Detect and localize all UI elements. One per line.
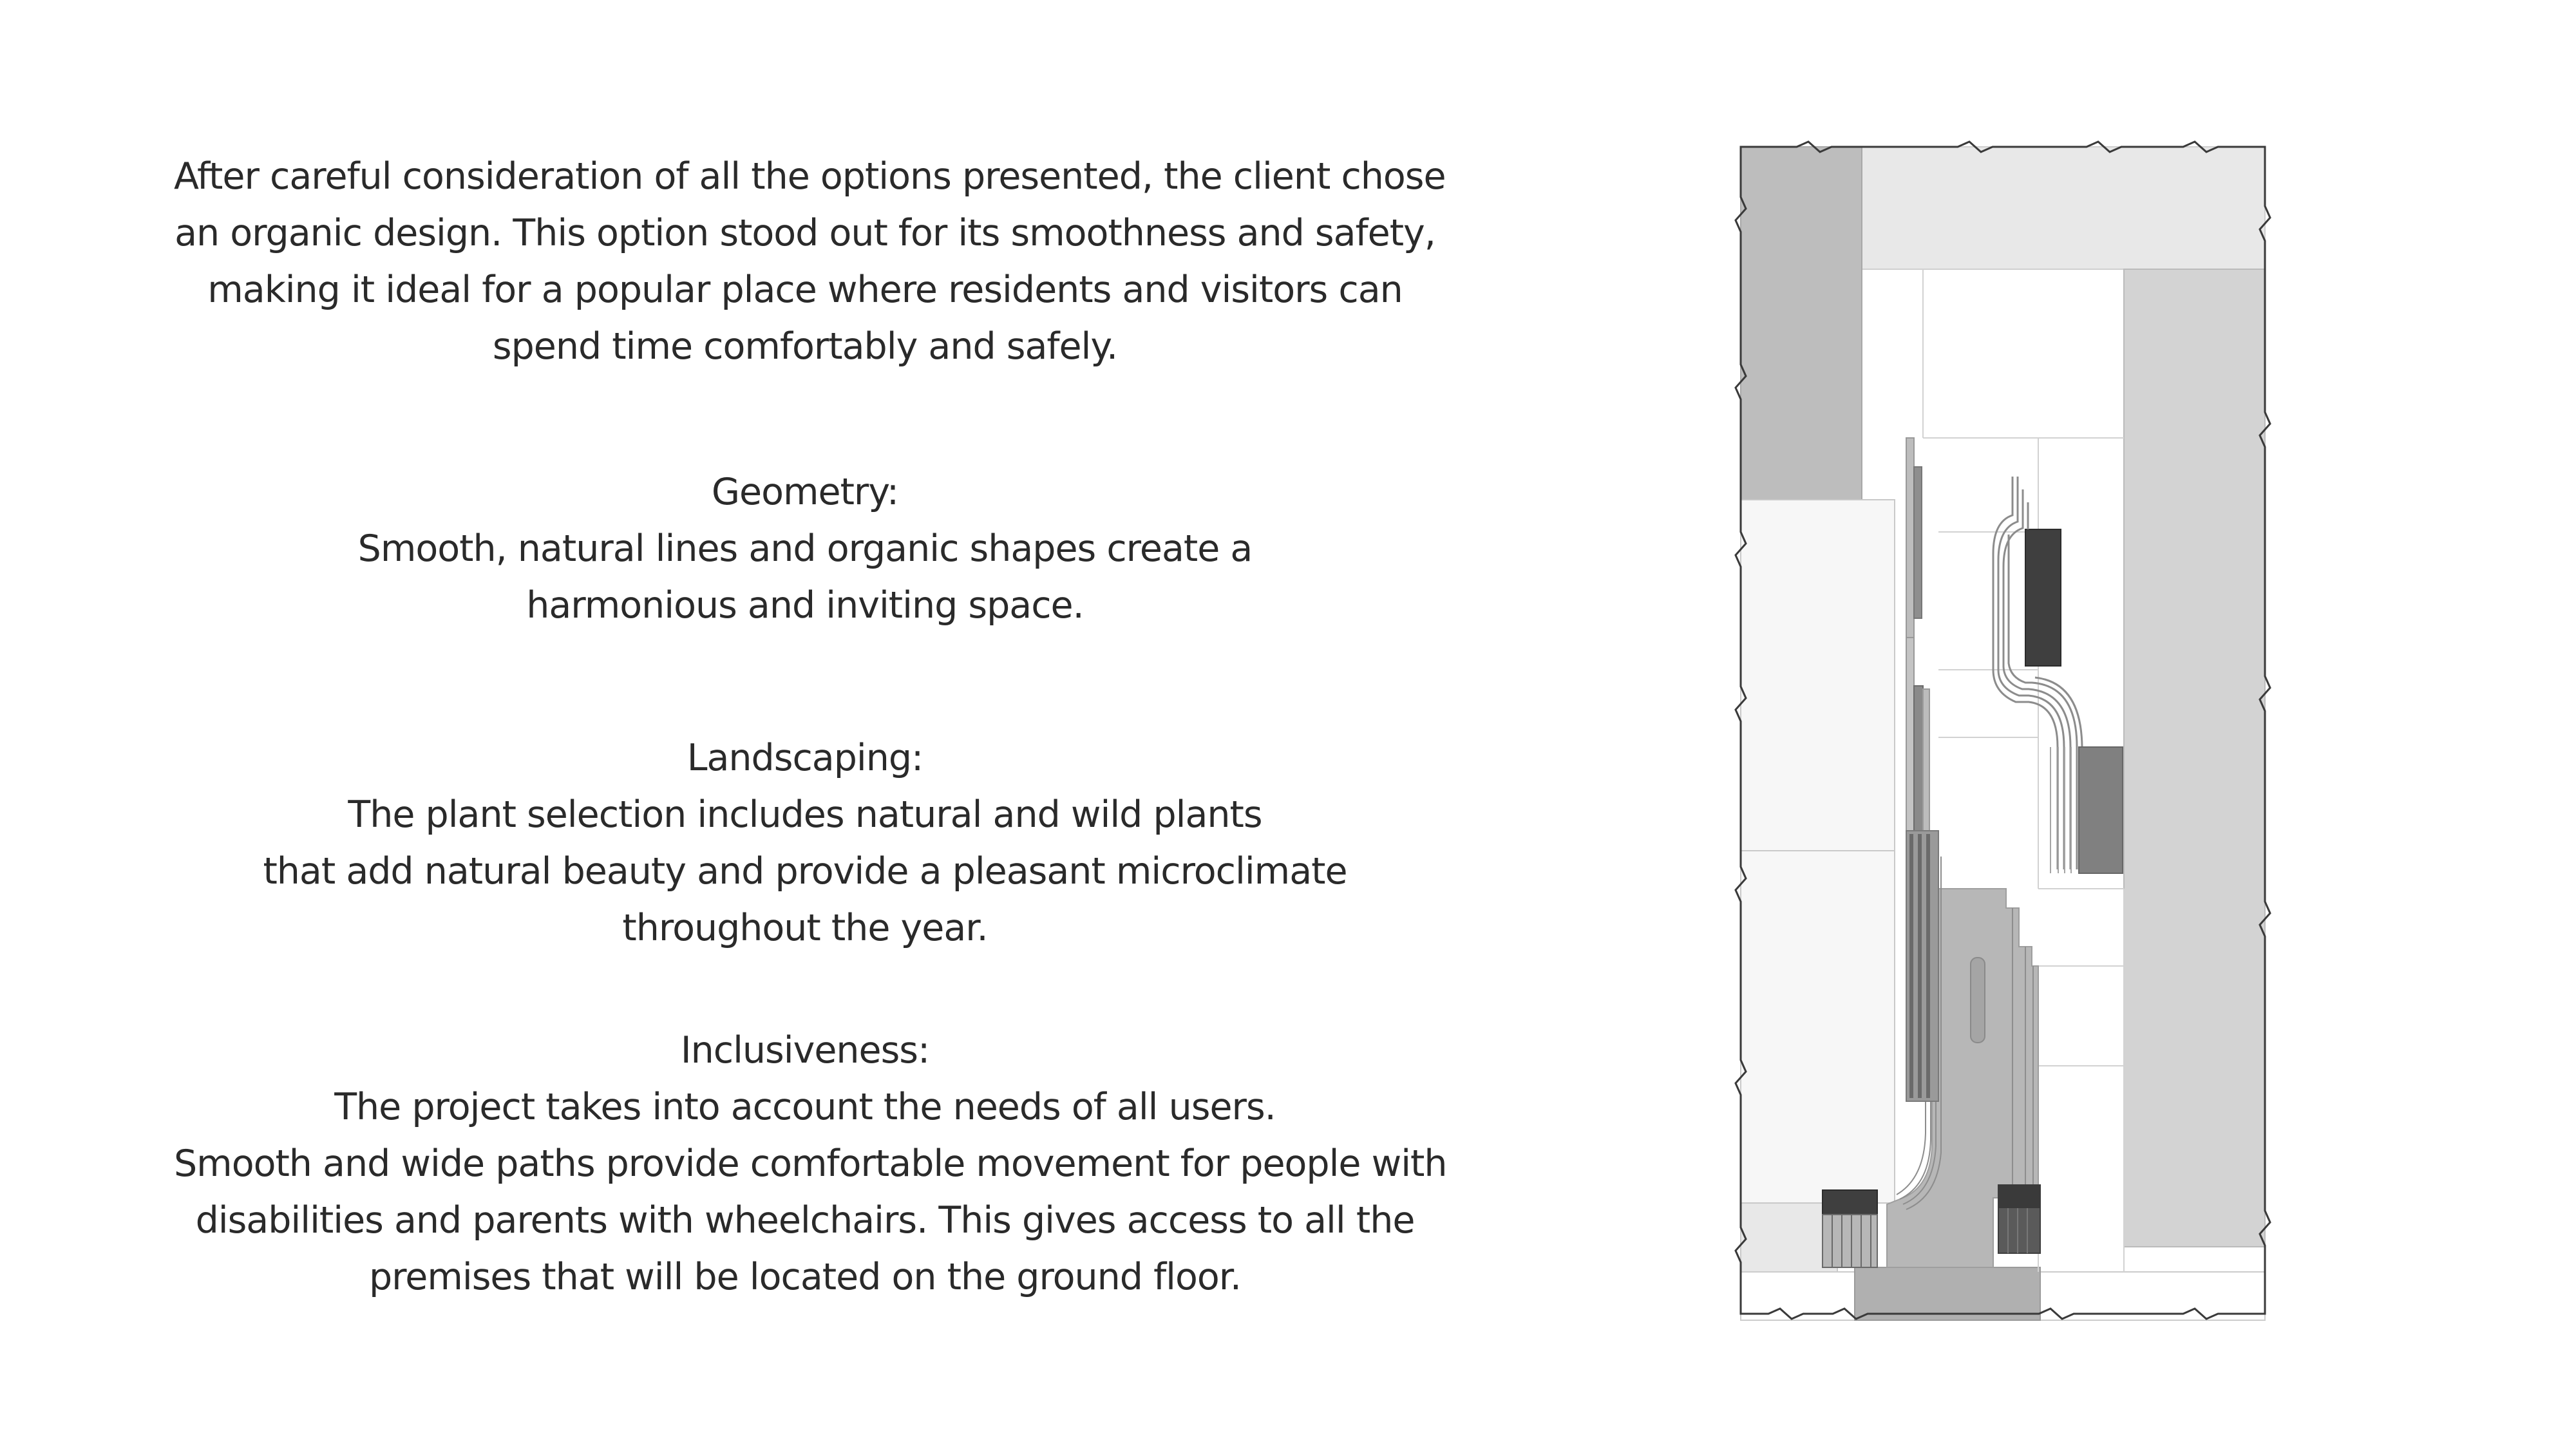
- landscaping-heading: Landscaping:: [687, 737, 923, 779]
- inclusiveness-line: The project takes into account the needs of all users.: [334, 1086, 1276, 1128]
- geometry-section: [174, 464, 1436, 634]
- left-building-upper: [1741, 500, 1895, 851]
- inclusiveness-heading: Inclusiveness:: [680, 1029, 930, 1072]
- dark-block-bottom-right-top: [1998, 1185, 2040, 1208]
- intro-line: making it ideal for a popular place where residents and visitors can: [207, 269, 1403, 311]
- inclusiveness-section: [174, 1022, 1447, 1305]
- bench: [1971, 958, 1985, 1043]
- landscaping-section: [174, 730, 1436, 956]
- intro-line: an organic design. This option stood out for its smoothness and safety,: [175, 212, 1435, 254]
- inclusiveness-line: disabilities and parents with wheelchairs. This gives access to all the: [195, 1199, 1415, 1242]
- site-plan: [1713, 135, 2293, 1327]
- landscaping-line: throughout the year.: [622, 907, 988, 949]
- inclusiveness-line: premises that will be located on the ground floor.: [368, 1256, 1242, 1298]
- intro-line: After careful consideration of all the options presented, the client chose: [174, 155, 1446, 198]
- geometry-heading: Geometry:: [711, 471, 899, 513]
- landscaping-line: The plant selection includes natural and wild plants: [348, 793, 1262, 836]
- intro-paragraph: [174, 148, 1446, 375]
- left-building-lower: [1741, 851, 1895, 1203]
- landscaping-line: that add natural beauty and provide a pleasant microclimate: [263, 850, 1347, 893]
- grey-planter: [2079, 747, 2123, 873]
- inclusiveness-line: Smooth and wide paths provide comfortable movement for people with: [174, 1142, 1447, 1185]
- geometry-line: harmonious and inviting space.: [526, 584, 1084, 627]
- dark-planter-upper: [2025, 529, 2061, 666]
- left-building-dark: [1741, 147, 1862, 500]
- intro-line: spend time comfortably and safely.: [492, 325, 1118, 368]
- bottom-paving: [1855, 1267, 2040, 1320]
- site-plan-drawing: [1713, 135, 2293, 1327]
- right-building: [2124, 269, 2265, 1247]
- stair-bottom-left: [1823, 1215, 1877, 1267]
- dark-block-bottom-left: [1823, 1190, 1877, 1215]
- geometry-line: Smooth, natural lines and organic shapes create a: [357, 527, 1253, 570]
